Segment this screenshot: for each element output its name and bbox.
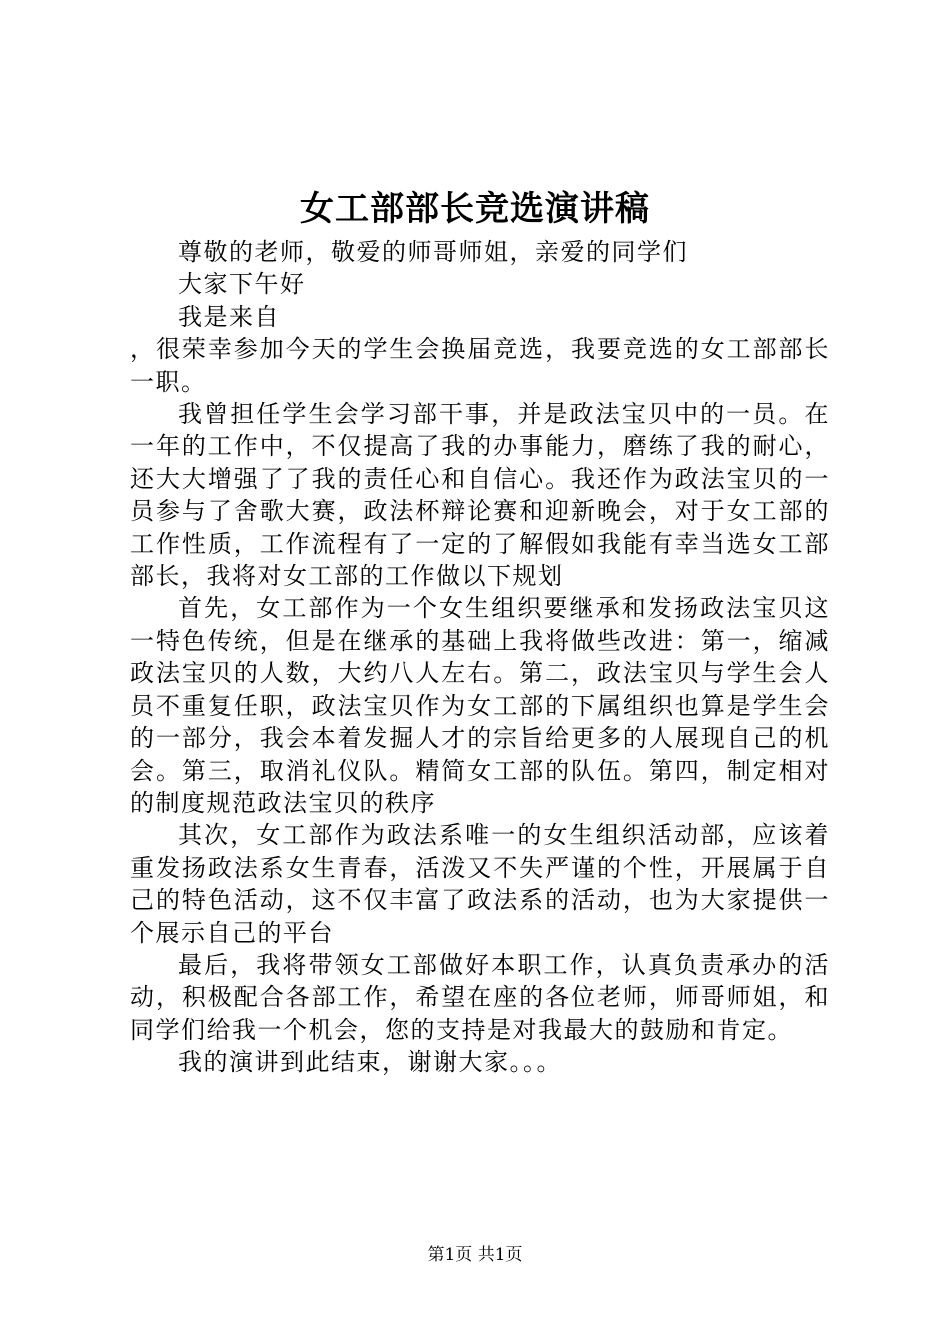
paragraph-candidacy: ，很荣幸参加今天的学生会换届竞选，我要竞选的女工部部长一职。 bbox=[130, 335, 830, 396]
paragraph-plan-second: 其次，女工部作为政法系唯一的女生组织活动部，应该着重发扬政法系女生青春，活泼又不失严谨的个性，开展属于自己的特色活动，这不仅丰富了政法系的活动，也为大家提供一个展示自己的平台 bbox=[130, 821, 830, 947]
paragraph-good-afternoon: 大家下午好 bbox=[178, 270, 306, 299]
paragraph-closing: 我的演讲到此结束，谢谢大家。。。 bbox=[178, 1048, 562, 1077]
page-number-footer: 第1页 共1页 bbox=[427, 1245, 523, 1265]
paragraph-self-intro: 我是来自 bbox=[178, 302, 280, 331]
paragraph-experience: 我曾担任学生会学习部干事，并是政法宝贝中的一员。在一年的工作中，不仅提高了我的办事能力，磨练了我的耐心，还大大增强了了我的责任心和自信心。我还作为政法宝贝的一员参与了舍歌大赛，政法杯辩论赛和迎新晚会，对于女工部的工作性质，工作流程有了一定的了解假如我能有幸当选女工部部长，我将对女工部的工作做以下规划 bbox=[130, 400, 830, 591]
paragraph-plan-last: 最后，我将带领女工部做好本职工作，认真负责承办的活动，积极配合各部工作，希望在座的各位老师，师哥师姐，和同学们给我一个机会，您的支持是对我最大的鼓励和肯定。 bbox=[130, 950, 830, 1044]
paragraph-plan-first: 首先，女工部作为一个女生组织要继承和发扬政法宝贝这一特色传统，但是在继承的基础上我将做些改进：第一，缩减政法宝贝的人数，大约八人左右。第二，政法宝贝与学生会人员不重复任职，政法宝贝作为女工部的下属组织也算是学生会的一部分，我会本着发掘人才的宗旨给更多的人展现自己的机会。第三，取消礼仪队。精简女工部的队伍。第四，制定相对的制度规范政法宝贝的秩序 bbox=[130, 594, 830, 817]
document-body bbox=[130, 236, 830, 1079]
document-title: 女工部部长竞选演讲稿 bbox=[300, 189, 650, 229]
paragraph-greeting: 尊敬的老师，敬爱的师哥师姐，亲爱的同学们 bbox=[178, 238, 688, 266]
